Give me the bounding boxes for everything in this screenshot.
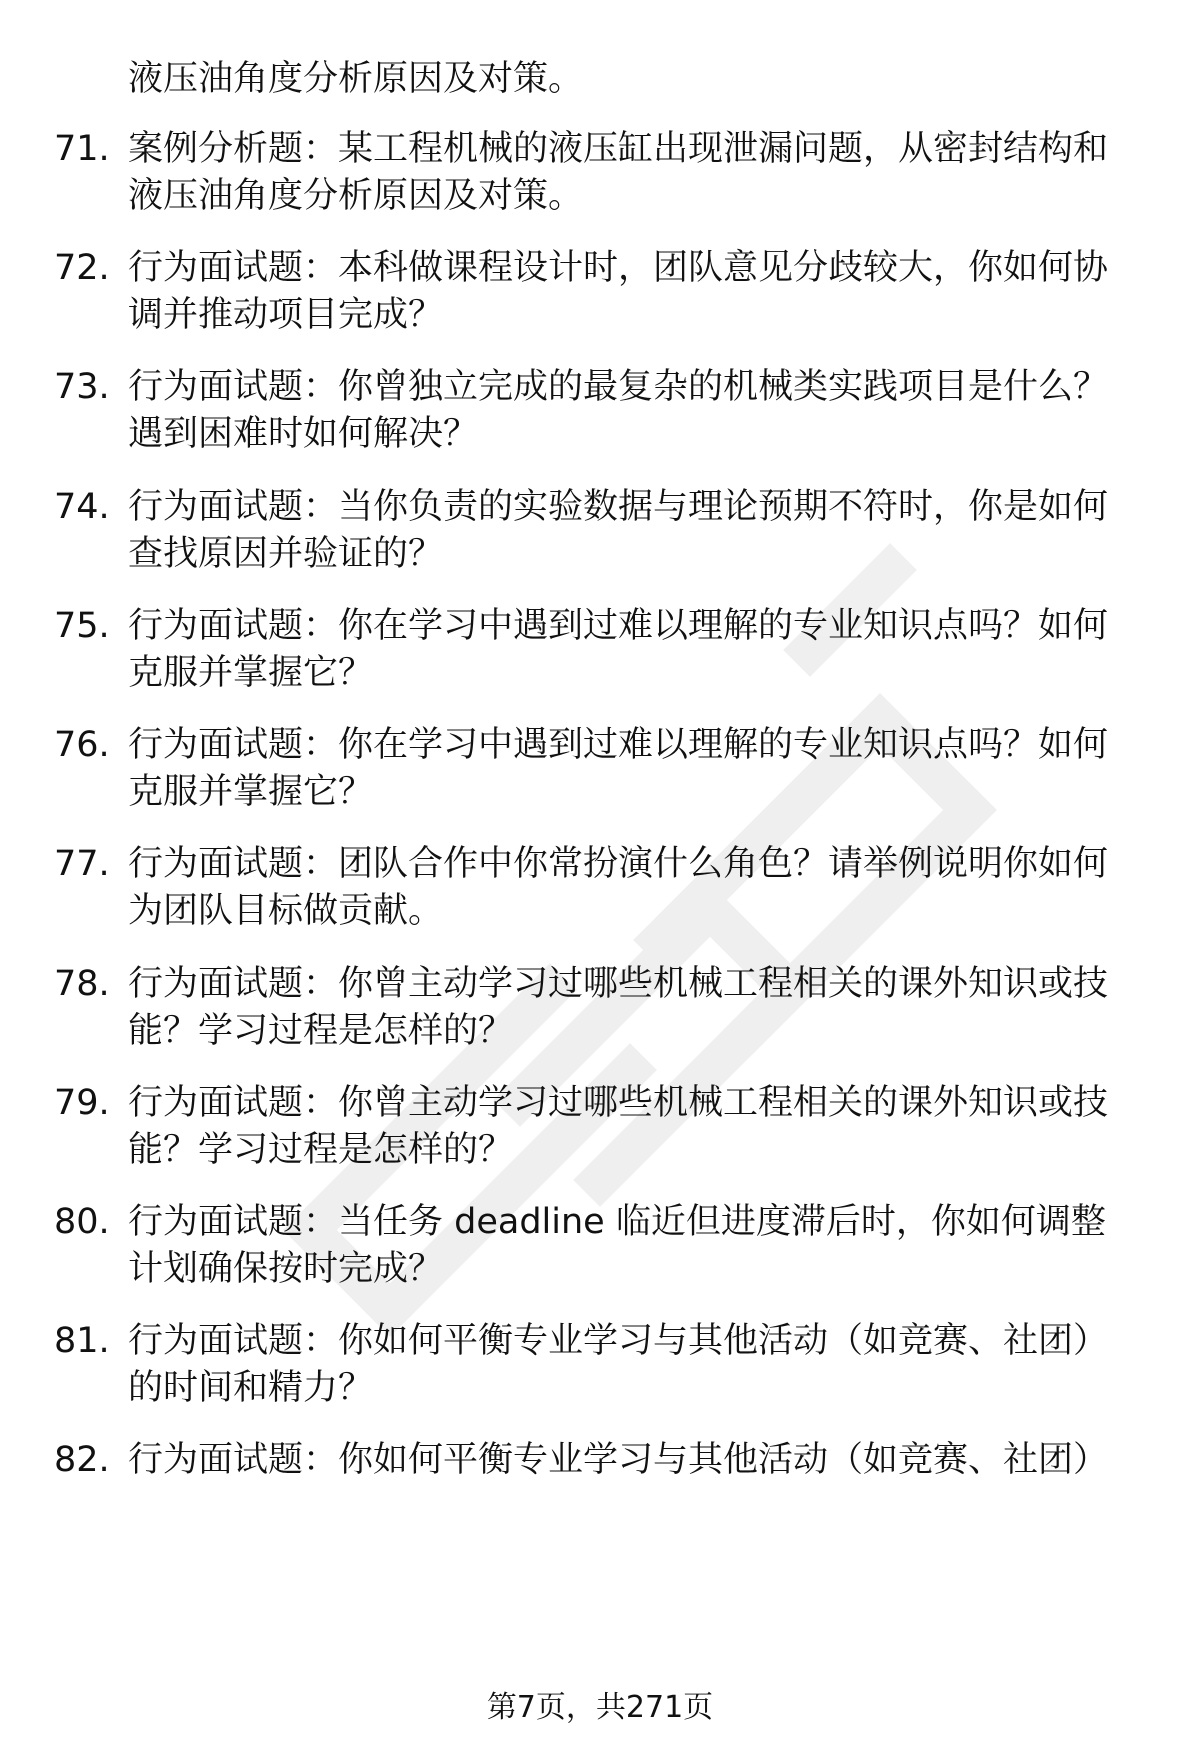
item-number: 74. [54, 487, 110, 527]
item-text-line: 行为面试题：团队合作中你常扮演什么角色？请举例说明你如何 [128, 844, 1109, 884]
item-number: 78. [54, 964, 110, 1004]
item-text-line: 行为面试题：你曾独立完成的最复杂的机械类实践项目是什么？ [128, 367, 1109, 407]
item-text-line: 查找原因并验证的？ [128, 534, 444, 574]
item-number: 81. [54, 1321, 110, 1361]
item-text-line: 案例分析题：某工程机械的液压缸出现泄漏问题，从密封结构和 [128, 129, 1109, 169]
item-number: 76. [54, 725, 110, 765]
item-text-line: 调并推动项目完成？ [128, 295, 444, 335]
item-number: 72. [54, 248, 110, 288]
item-number: 82. [54, 1440, 110, 1480]
item-text-line: 行为面试题：你如何平衡专业学习与其他活动（如竞赛、社团） [128, 1321, 1109, 1361]
item-number: 73. [54, 367, 110, 407]
item-text-line: 克服并掌握它？ [128, 653, 374, 693]
item-number: 75. [54, 606, 110, 646]
item-text-line: 计划确保按时完成？ [128, 1249, 444, 1289]
continuation-text: 液压油角度分析原因及对策。 [128, 59, 584, 99]
item-number: 79. [54, 1083, 110, 1123]
item-text-line: 行为面试题：当你负责的实验数据与理论预期不符时，你是如何 [128, 487, 1109, 527]
item-text-line: 行为面试题：你曾主动学习过哪些机械工程相关的课外知识或技 [128, 1083, 1109, 1123]
item-text-line: 行为面试题：你在学习中遇到过难以理解的专业知识点吗？如何 [128, 606, 1109, 646]
item-text-line: 行为面试题：你如何平衡专业学习与其他活动（如竞赛、社团） [128, 1440, 1109, 1480]
item-text-line: 液压油角度分析原因及对策。 [128, 176, 584, 216]
item-text-line: 行为面试题：当任务 deadline 临近但进度滞后时，你如何调整 [128, 1202, 1106, 1242]
item-text-line: 克服并掌握它？ [128, 772, 374, 812]
item-number: 80. [54, 1202, 110, 1242]
item-text-line: 能？学习过程是怎样的？ [128, 1130, 514, 1170]
item-text-line: 行为面试题：你在学习中遇到过难以理解的专业知识点吗？如何 [128, 725, 1109, 765]
item-number: 77. [54, 844, 110, 884]
item-text-line: 遇到困难时如何解决？ [128, 414, 479, 454]
page-number-footer: 第7页，共271页 [486, 1690, 714, 1725]
item-text-line: 为团队目标做贡献。 [128, 891, 444, 931]
item-text-line: 能？学习过程是怎样的？ [128, 1011, 514, 1051]
item-text-line: 行为面试题：你曾主动学习过哪些机械工程相关的课外知识或技 [128, 964, 1109, 1004]
item-text-line: 的时间和精力？ [128, 1368, 374, 1408]
item-number: 71. [54, 129, 110, 169]
item-text-line: 行为面试题：本科做课程设计时，团队意见分歧较大，你如何协 [128, 248, 1109, 288]
